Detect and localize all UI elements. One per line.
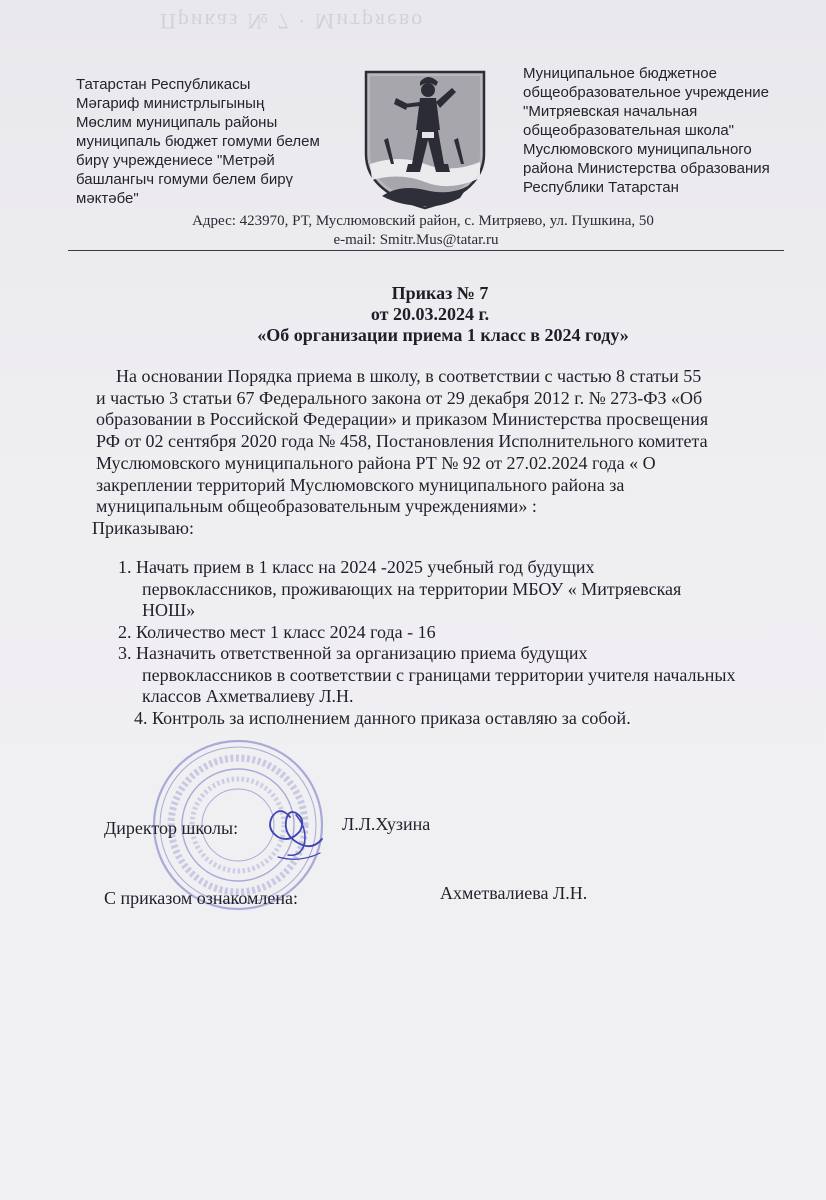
item-3-line: первоклассников в соответствии с границами территории учителя начальных [142,664,736,685]
body-line: и частью 3 статьи 67 Федерального закона от 29 декабря 2012 г. № 273-ФЗ «Об [96,387,703,408]
body-line: закреплении территорий Муслюмовского муниципального района за [96,474,625,495]
header-left-block [76,75,336,208]
header-left-line: Татарстан Республикасы [76,76,251,93]
director-label: Директор школы: [104,818,239,838]
coat-of-arms-icon [360,68,490,210]
address-line: Адрес: 423970, РТ, Муслюмовский район, с. Митряево, ул. Пушкина, 50 [192,213,654,229]
item-3-line: классов Ахметвалиеву Л.Н. [142,686,354,706]
director-signature [260,795,340,867]
header-right-line: "Митряевская начальная [523,103,698,120]
body-line: Муслюмовского муниципального района РТ № 92 от 27.02.2024 года « О [96,452,656,473]
header-left-line: бирү учреждениесе "Метрәй [76,152,275,169]
body-line: образовании в Российской Федерации» и приказом Министерства просвещения [96,409,709,430]
header-left-line: башлангыч гомуми белем бирү [76,171,294,188]
item-3-line: 3. Назначить ответственной за организацию приема будущих [118,643,588,663]
acknowledgement-label: С приказом ознакомлена: [104,888,298,908]
body-line: РФ от 02 сентября 2020 года № 458, Постановления Исполнительного комитета [96,431,708,452]
header-left-line: Мөслим муниципаль районы [76,114,278,131]
header-left-line: мәктәбе" [76,190,139,207]
header-right-line: района Министерства образования [523,160,770,177]
item-4: 4. Контроль за исполнением данного приказа оставляю за собой. [134,707,631,728]
header-left-line: муниципаль бюджет гомуми белем [76,133,320,150]
order-number: Приказ № 7 [391,283,489,303]
order-items [118,557,818,729]
header-right-line: общеобразовательная школа" [523,122,734,139]
item-1-line: 1. Начать прием в 1 класс на 2024 -2025 учебный год будущих [118,557,595,577]
address-block [0,212,826,250]
header-right-block [523,64,803,197]
header-right-line: общеобразовательное учреждение [523,84,769,101]
bleed-through-text: Приказ № 7 · Митряево [160,9,425,34]
order-date: от 20.03.2024 г. [370,304,490,324]
header-right-line: Муниципальное бюджетное [523,65,717,82]
header-right-line: Республики Татарстан [523,179,679,196]
body-line: На основании Порядка приема в школу, в соответствии с частью 8 статьи 55 [116,366,702,386]
header-right-line: Муслюмовского муниципального [523,141,752,158]
item-2: 2. Количество мест 1 класс 2024 года - 16 [118,621,436,642]
order-body [92,366,816,540]
decree-word: Приказываю: [92,517,194,538]
order-title-block [0,283,826,346]
item-1-line: НОШ» [142,600,196,620]
acknowledgement-name: Ахметвалиева Л.Н. [440,883,588,903]
email-line: e-mail: Smitr.Mus@tatar.ru [333,232,499,248]
director-name: Л.Л.Хузина [342,814,431,834]
header-divider [68,250,784,251]
header-left-line: Мәгариф министрлыгының [76,95,265,112]
body-line: муниципальным общеобразовательным учреждениями» : [96,496,537,517]
item-1-line: первоклассников, проживающих на территории МБОУ « Митряевская [142,578,682,599]
order-subject: «Об организации приема 1 класс в 2024 году» [257,325,629,345]
